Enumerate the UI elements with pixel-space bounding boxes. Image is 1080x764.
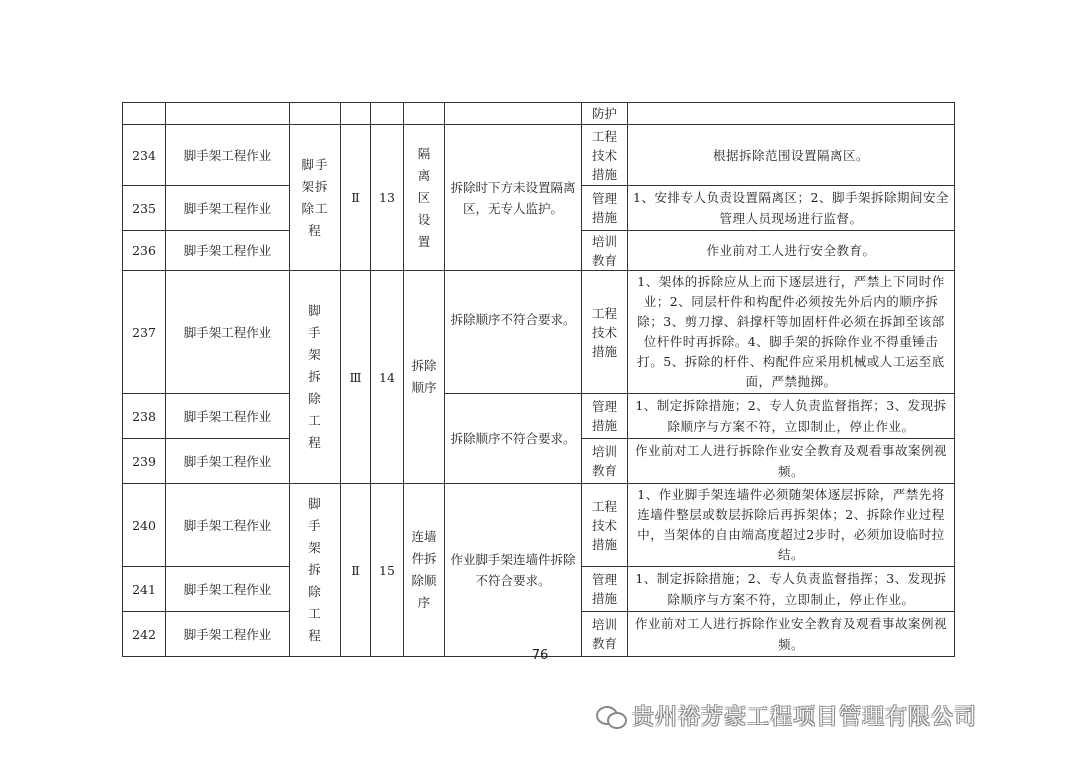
cell-measure bbox=[628, 103, 955, 125]
cell-task: 脚手架工程作业 bbox=[166, 484, 290, 567]
cell-measure: 1、架体的拆除应从上而下逐层进行，严禁上下同时作业；2、同层杆件和构配件必须按先外后内的顺序拆除；3、剪刀撑、斜撑杆等加固杆件必须在拆卸至该部位杆件时再拆除。4、脚手架的拆除作业不得重锤击打。5、拆除的杆件、构配件应采用机械或人工运至底面，严禁抛掷。 bbox=[628, 271, 955, 394]
cell-measure-type bbox=[582, 125, 628, 186]
measure-type-label: 培训教育 bbox=[591, 617, 617, 651]
measure-type-label: 工程技术措施 bbox=[591, 498, 617, 552]
cell-measure-type: 防护 bbox=[582, 103, 628, 125]
cell-risk-point bbox=[404, 484, 445, 657]
cell-task: 脚手架工程作业 bbox=[166, 612, 290, 657]
cell-task: 脚手架工程作业 bbox=[166, 439, 290, 484]
cell-project bbox=[290, 271, 341, 484]
table-row bbox=[123, 271, 955, 394]
cell-seq: 15 bbox=[371, 484, 404, 657]
cell-task: 脚手架工程作业 bbox=[166, 394, 290, 439]
cell-measure: 根据拆除范围设置隔离区。 bbox=[628, 125, 955, 186]
cell-measure-type bbox=[582, 567, 628, 612]
table-row bbox=[123, 125, 955, 186]
cell-task: 脚手架工程作业 bbox=[166, 231, 290, 271]
measure-type-label: 管理措施 bbox=[591, 399, 617, 433]
measure-type-label: 工程技术措施 bbox=[591, 128, 617, 182]
table-row bbox=[123, 484, 955, 567]
watermark-text: 贵州裕芳豪工程项目管理有限公司 bbox=[632, 705, 978, 730]
cell-task: 脚手架工程作业 bbox=[166, 186, 290, 231]
cell-project bbox=[290, 103, 341, 125]
measure-type-label: 工程技术措施 bbox=[591, 305, 617, 359]
cell-seq bbox=[371, 103, 404, 125]
measure-type-label: 管理措施 bbox=[591, 191, 617, 225]
cell-task: 脚手架工程作业 bbox=[166, 271, 290, 394]
project-label: 脚手架拆除工程 bbox=[301, 156, 329, 238]
watermark bbox=[596, 700, 977, 731]
measure-type-label: 培训教育 bbox=[591, 444, 617, 478]
risk-point-label: 隔离区设置 bbox=[417, 145, 431, 249]
cell-level: Ⅱ bbox=[341, 125, 371, 271]
cell-no bbox=[123, 103, 166, 125]
cell-measure-type bbox=[582, 186, 628, 231]
cell-no: 242 bbox=[123, 612, 166, 657]
cell-measure-type bbox=[582, 231, 628, 271]
cell-no: 236 bbox=[123, 231, 166, 271]
cell-no: 234 bbox=[123, 125, 166, 186]
wechat-icon bbox=[596, 704, 626, 728]
cell-no: 240 bbox=[123, 484, 166, 567]
cell-task: 脚手架工程作业 bbox=[166, 567, 290, 612]
cell-risk-desc: 拆除顺序不符合要求。 bbox=[445, 394, 582, 484]
cell-no: 241 bbox=[123, 567, 166, 612]
cell-measure: 1、作业脚手架连墙件必须随架体逐层拆除，严禁先将连墙件整层或数层拆除后再拆架体；2、拆除作业过程中，当架体的自由端高度超过2步时，必须加设临时拉结。 bbox=[628, 484, 955, 567]
measure-type-label: 培训教育 bbox=[591, 233, 617, 268]
measure-type-label: 管理措施 bbox=[591, 572, 617, 606]
cell-measure-type bbox=[582, 271, 628, 394]
cell-level bbox=[341, 103, 371, 125]
cell-seq: 13 bbox=[371, 125, 404, 271]
project-label: 脚手架拆除工程 bbox=[308, 303, 322, 450]
cell-risk-point bbox=[404, 103, 445, 125]
cell-level: Ⅲ bbox=[341, 271, 371, 484]
cell-measure: 作业前对工人进行拆除作业安全教育及观看事故案例视频。 bbox=[628, 612, 955, 657]
cell-project bbox=[290, 484, 341, 657]
risk-point-label: 拆除顺序 bbox=[411, 358, 437, 395]
cell-risk-desc: 作业脚手架连墙件拆除不符合要求。 bbox=[445, 484, 582, 657]
cell-no: 237 bbox=[123, 271, 166, 394]
cell-no: 238 bbox=[123, 394, 166, 439]
cell-project bbox=[290, 125, 341, 271]
cell-measure: 1、制定拆除措施；2、专人负责监督指挥；3、发现拆除顺序与方案不符，立即制止，停止作业。 bbox=[628, 394, 955, 439]
cell-measure-type bbox=[582, 394, 628, 439]
cell-risk-desc: 拆除顺序不符合要求。 bbox=[445, 271, 582, 394]
cell-measure-type bbox=[582, 439, 628, 484]
table-row bbox=[123, 394, 955, 439]
cell-seq: 14 bbox=[371, 271, 404, 484]
cell-measure: 1、制定拆除措施；2、专人负责监督指挥；3、发现拆除顺序与方案不符，立即制止，停止作业。 bbox=[628, 567, 955, 612]
project-label: 脚手架拆除工程 bbox=[308, 496, 322, 643]
cell-risk-point bbox=[404, 271, 445, 484]
page-number: 76 bbox=[531, 648, 549, 663]
table-row bbox=[123, 103, 955, 125]
hazard-measures-table bbox=[122, 102, 955, 657]
cell-level: Ⅱ bbox=[341, 484, 371, 657]
cell-task bbox=[166, 103, 290, 125]
cell-measure-type bbox=[582, 484, 628, 567]
cell-task: 脚手架工程作业 bbox=[166, 125, 290, 186]
cell-risk-point bbox=[404, 125, 445, 271]
cell-risk-desc bbox=[445, 103, 582, 125]
risk-point-label: 连墙件拆除顺序 bbox=[411, 529, 437, 610]
cell-measure: 作业前对工人进行拆除作业安全教育及观看事故案例视频。 bbox=[628, 439, 955, 484]
cell-measure: 1、安排专人负责设置隔离区；2、脚手架拆除期间安全管理人员现场进行监督。 bbox=[628, 186, 955, 231]
cell-no: 239 bbox=[123, 439, 166, 484]
cell-no: 235 bbox=[123, 186, 166, 231]
cell-measure: 作业前对工人进行安全教育。 bbox=[628, 231, 955, 271]
cell-risk-desc: 拆除时下方未设置隔离区，无专人监护。 bbox=[445, 125, 582, 271]
